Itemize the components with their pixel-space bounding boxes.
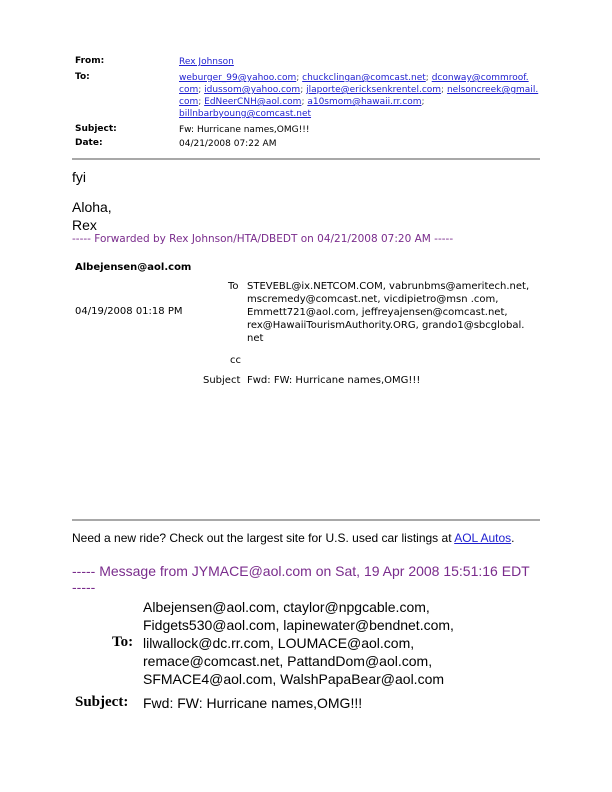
- message-header-line: ----- Message from JYMACE@aol.com on Sat, 19 Apr 2008 15:51:16 EDT: [72, 563, 530, 579]
- message-subject-label: Subject:: [75, 694, 129, 710]
- to-line-2: com; idussom@yahoo.com; jlaporte@ericksenkrentel.com; nelsoncreek@gmail.: [179, 85, 539, 95]
- message-to-line: Fidgets530@aol.com, lapinewater@bendnet.com,: [143, 617, 454, 633]
- forward-to-label: To: [228, 281, 239, 292]
- subject-label: Subject:: [75, 124, 117, 134]
- message-header: [72, 563, 530, 595]
- message-to-line: lilwallock@dc.rr.com, LOUMACE@aol.com,: [143, 635, 415, 651]
- forwarded-by-line: ----- Forwarded by Rex Johnson/HTA/DBEDT on 04/21/2008 07:20 AM -----: [72, 233, 454, 245]
- date-label: Date:: [75, 138, 103, 148]
- to-line-3: com; EdNeerCNH@aol.com; a10smom@hawaii.rr.com;: [179, 97, 425, 107]
- ad-line: [72, 531, 514, 545]
- forward-date: 04/19/2008 01:18 PM: [75, 306, 183, 317]
- message-to-line: remace@comcast.net, PattandDom@aol.com,: [143, 653, 433, 669]
- recipient-link[interactable]: billnbarbyoung@comcast.net: [179, 109, 312, 119]
- message-to-line: SFMACE4@aol.com, WalshPapaBear@aol.com: [143, 671, 445, 687]
- to-recipients: [179, 72, 539, 120]
- forward-cc-label: cc: [230, 355, 241, 366]
- message-subject-value: Fwd: FW: Hurricane names,OMG!!!: [143, 695, 363, 711]
- forward-to-line: STEVEBL@ix.NETCOM.COM, vabrunbms@ameritech.net,: [247, 281, 530, 292]
- subject-value: Fw: Hurricane names,OMG!!!: [179, 125, 310, 135]
- recipient-link[interactable]: EdNeerCNH@aol.com: [204, 97, 302, 107]
- forward-to-recipients: [247, 280, 547, 345]
- to-label: To:: [75, 72, 90, 82]
- message-to-recipients: [143, 598, 454, 688]
- message-to-line: Albejensen@aol.com, ctaylor@npgcable.com,: [143, 599, 430, 615]
- body-aloha: Aloha,: [72, 199, 112, 215]
- forward-to-line: rex@HawaiiTourismAuthority.ORG, grando1@sbcglobal.: [247, 320, 525, 331]
- recipient-link[interactable]: chuckclingan@comcast.net: [302, 73, 426, 83]
- forward-sender: Albejensen@aol.com: [75, 262, 192, 273]
- forward-subject-label: Subject: [203, 375, 241, 386]
- ad-text: Need a new ride? Check out the largest site for U.S. used car listings at: [72, 531, 455, 545]
- from-label: From:: [75, 56, 105, 66]
- to-line-1: weburger_99@yahoo.com; chuckclingan@comcast.net; dconway@commroof.: [179, 73, 529, 83]
- body-signature: Rex: [72, 217, 97, 233]
- date-value: 04/21/2008 07:22 AM: [179, 139, 277, 149]
- message-header-line: -----: [72, 579, 96, 595]
- ad-end: .: [511, 531, 515, 545]
- recipient-link[interactable]: idussom@yahoo.com: [204, 85, 301, 95]
- forward-subject-value: Fwd: FW: Hurricane names,OMG!!!: [247, 375, 421, 386]
- to-line-4: [179, 108, 539, 120]
- recipient-link[interactable]: jlaporte@ericksenkrentel.com: [306, 85, 442, 95]
- recipient-link[interactable]: weburger_99@yahoo.com: [179, 73, 297, 83]
- body-fyi: fyi: [72, 169, 86, 185]
- recipient-link[interactable]: com: [179, 85, 199, 95]
- recipient-link[interactable]: com: [179, 97, 199, 107]
- message-to-label: To:: [112, 634, 134, 650]
- forward-to-line: Emmett721@aol.com, jeffreyajensen@comcast.net,: [247, 307, 508, 318]
- forward-to-line: net: [247, 333, 264, 344]
- header-divider: [72, 158, 540, 160]
- ad-divider: [72, 519, 540, 521]
- aol-autos-link[interactable]: AOL Autos: [454, 531, 512, 545]
- recipient-link[interactable]: nelsoncreek@gmail.: [446, 85, 539, 95]
- recipient-link[interactable]: dconway@commroof.: [431, 73, 529, 83]
- from-value[interactable]: Rex Johnson: [179, 57, 234, 67]
- recipient-link[interactable]: a10smom@hawaii.rr.com: [307, 97, 422, 107]
- forward-to-line: mscremedy@comcast.net, vicdipietro@msn .com,: [247, 294, 499, 305]
